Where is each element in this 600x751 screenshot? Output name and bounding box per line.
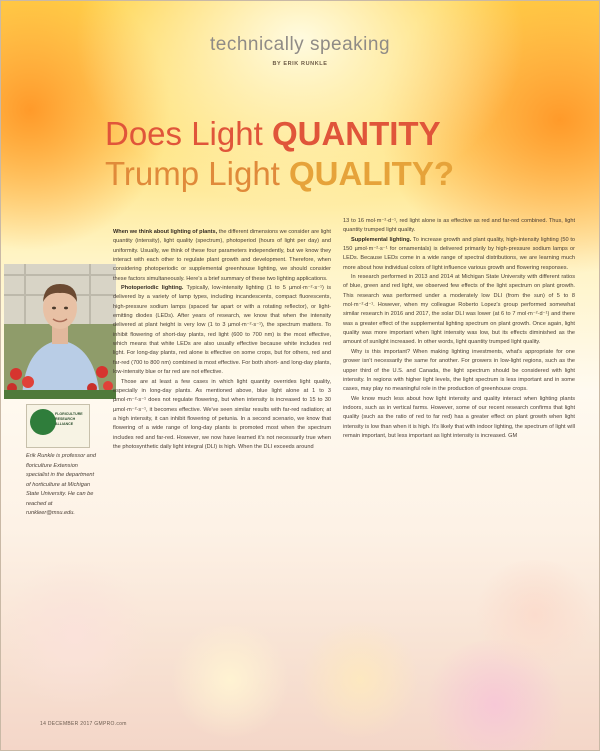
title-line-2: Trump Light QUALITY?	[105, 155, 454, 192]
paragraph: Supplemental lighting. To increase growth and plant quality, high-intensity lighting (50 to 150 µmol·m⁻²·s⁻¹ for ornamentals) is delivered primarily by high-pressure sodium lamps or LEDs. Because LEDs come in a wide range of spectral distributions, we are learning much more about how individual colors of light influence various growth and flowering responses.	[343, 236, 575, 271]
section-label: technically speaking	[209, 34, 391, 55]
paragraph: Photoperiodic lighting. Typically, low-intensity lighting (1 to 5 µmol·m⁻²·s⁻¹) is delivered by a variety of lamp types, including incandescents, compact fluorescents, high-pressure sodium lamps (spaced far apart or with a rotating reflector), or light-emitting diodes (LEDs). After years of research, we know that when the intensity delivered at plant height is very low (1 to 3 µmol·m⁻²·s⁻¹), the spectrum matters. To inhibit flowering of short-day plants, red light (600 to 700 nm) is the most effective, which means that white LEDs are also usually effective because white includes red light. For long-day plants, red alone is effective on some crops, but for others, red and far-red (700 to 800 nm) combined is most effective. For both short- and long-day plants, low-intensity blue or far red are not effective.	[113, 285, 332, 376]
byline: BY ERIK RUNKLE	[272, 61, 328, 67]
flower-decoration	[170, 620, 290, 740]
author-photo	[4, 264, 116, 399]
article-column-2	[343, 217, 575, 441]
title-line-1: Does Light QUANTITY	[105, 115, 441, 152]
paragraph: We know much less about how light intensity and quality interact when lighting plants indoors, such as in vertical farms. However, some of our recent research confirms that light quality (such as the ratio of red to far red) has a greater effect on plant growth when light intensity is low than when it is high. It's likely that with indoor lighting, the spectrum of light will remain important, but less important as light intensity is increased. GM	[343, 395, 575, 439]
alliance-emblem-icon	[30, 409, 56, 435]
alliance-logo-text: FLORICULTURE RESEARCH ALLIANCE	[55, 412, 83, 426]
author-photo-illustration	[4, 264, 116, 399]
author-bio: Erik Runkle is professor and floriculture Extension specialist in the department of horticulture at Michigan State University. He can be reached at runkleer@msu.edu.	[26, 453, 96, 516]
paragraph: 13 to 16 mol·m⁻²·d⁻¹, red light alone is as effective as red and far-red combined. Thus, light quantity trumped light quality.	[343, 218, 575, 234]
flower-decoration	[470, 560, 600, 670]
paragraph: In research performed in 2013 and 2014 at Michigan State University with different ratios of blue, green and red light, we observed few effects of the light spectrum on plant growth. This research was performed under a moderately low DLI (from the sun) of 5 to 8 mol·m⁻²·d⁻¹. However, when my colleague Roberto Lopez's group performed somewhat similar research in 2016 and 2017, the solar DLI was lower (at 6 to 7 mol·m⁻²·d⁻¹) and there was a greater effect of the supplemental lighting spectrum on plant growth. Once again, light quality was more important when light intensity was low, but its effects diminished as the amount of sunlight increased. In other words, light quantity trumped light quality.	[343, 274, 575, 346]
paragraph: When we think about lighting of plants, the different dimensions we consider are light quantity (intensity), light quality (spectrum), photoperiod (hours of light per day) and uniformity. Usually, we think of these four parameters independently, but we know they interact with each other to regulate plant growth and development. Therefore, when considering photoperiodic or supplemental greenhouse lighting, we should consider these factors simultaneously. Here's a brief summary of these two lighting applications.	[113, 229, 331, 282]
alliance-logo	[26, 404, 90, 448]
flower-decoration	[300, 620, 420, 740]
flower-decoration	[0, 560, 150, 710]
article-title	[105, 114, 585, 194]
paragraph: Those are at least a few cases in which light quantity overrides light quality, especially in long-day plants. As mentioned above, blue light alone at 1 to 3 µmol·m⁻²·s⁻¹ does not regulate flowering, but when intensity is increased to 15 to 30 µmol·m⁻²·s⁻¹, it becomes effective. We've seen similar results with far-red radiation; at a high intensity, it can inhibit flowering of petunia. In a second scenario, we know that flowering of a wide range of long-day plants is promoted most when the spectrum includes red and far-red. However, we now have learned it's not necessarily true when the photosynthetic daily light integral (DLI) is high. When the DLI exceeds around	[113, 378, 331, 450]
page-footer: 14 DECEMBER 2017 GMPRO.com	[40, 721, 127, 727]
paragraph: Why is this important? When making lighting investments, what's appropriate for one grower isn't necessarily the same for another. For growers in low-light regions, such as the upper third of the U.S. and Canada, the light spectrum should be considered with light intensity. In regions with higher light levels, the light spectrum is less important and in some cases, may play no meaningful role in the production of greenhouse crops.	[343, 348, 575, 393]
article-column-1	[113, 228, 331, 452]
